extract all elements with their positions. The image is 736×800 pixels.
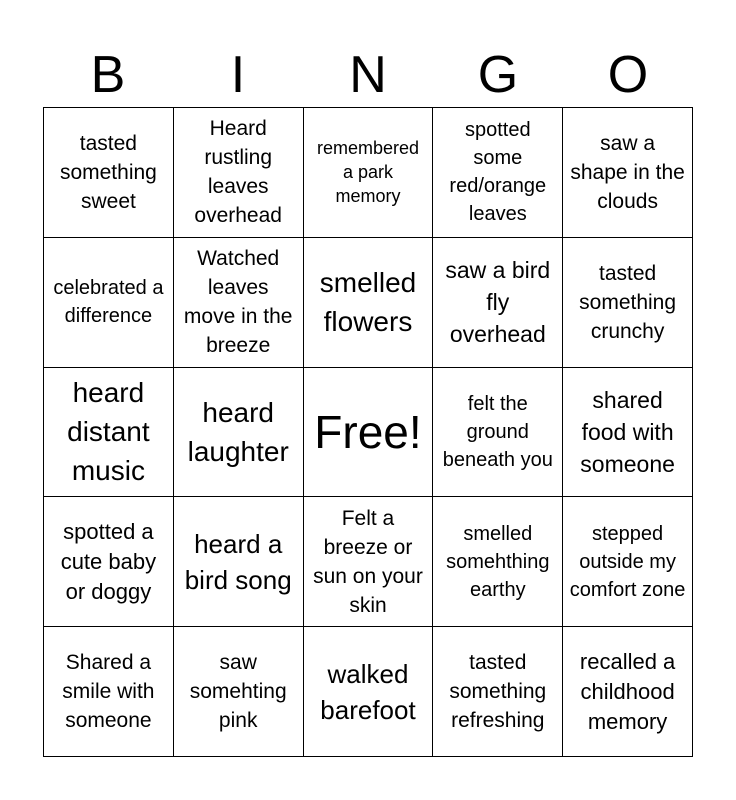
bingo-board xyxy=(43,107,693,757)
header-letter-o: O xyxy=(607,46,649,104)
cell-text: tasted something crunchy xyxy=(579,261,677,343)
header-letter-n: N xyxy=(349,46,387,104)
cell-text: smelled flowers xyxy=(319,267,417,338)
bingo-cell-r5-c1[interactable] xyxy=(44,627,174,757)
cell-text: walked barefoot xyxy=(320,658,416,725)
bingo-header xyxy=(43,44,693,106)
header-letter-b: B xyxy=(90,46,126,104)
bingo-cell-r4-c1[interactable] xyxy=(44,497,174,627)
cell-text: saw a bird fly overhead xyxy=(445,257,551,348)
bingo-cell-r5-c3[interactable] xyxy=(304,627,434,757)
cell-text: Shared a smile with someone xyxy=(62,651,155,733)
cell-text: felt the ground beneath you xyxy=(442,392,553,471)
bingo-cell-r2-c1[interactable] xyxy=(44,238,174,368)
bingo-cell-r5-c4[interactable] xyxy=(433,627,563,757)
bingo-cell-r1-c1[interactable] xyxy=(44,108,174,238)
cell-text: remembered a park memory xyxy=(316,138,420,207)
bingo-cell-r3-c1[interactable] xyxy=(44,368,174,498)
cell-text: stepped outside my comfort zone xyxy=(569,522,686,601)
cell-text: heard distant music xyxy=(67,377,150,487)
cell-text: saw somehting pink xyxy=(189,651,287,733)
cell-text: tasted something sweet xyxy=(59,131,157,213)
cell-text: heard laughter xyxy=(187,396,289,467)
cell-text: heard a bird song xyxy=(184,528,292,595)
bingo-cell-r3-c5[interactable] xyxy=(563,368,693,498)
cell-text: saw a shape in the clouds xyxy=(570,131,685,213)
cell-text: spotted a cute baby or doggy xyxy=(60,518,157,604)
bingo-cell-r4-c3[interactable] xyxy=(304,497,434,627)
cell-text: Felt a breeze or sun on your skin xyxy=(313,506,423,617)
bingo-cell-r3-c2[interactable] xyxy=(174,368,304,498)
cell-text: smelled somehthing earthy xyxy=(446,522,550,601)
bingo-cell-r4-c4[interactable] xyxy=(433,497,563,627)
cell-text: spotted some red/orange leaves xyxy=(449,119,547,226)
free-space-text: Free! xyxy=(314,405,422,458)
bingo-cell-r4-c2[interactable] xyxy=(174,497,304,627)
bingo-cell-r1-c3[interactable] xyxy=(304,108,434,238)
bingo-cell-r3-c4[interactable] xyxy=(433,368,563,498)
cell-text: tasted something refreshing xyxy=(449,651,547,733)
bingo-cell-free[interactable] xyxy=(304,368,434,498)
bingo-cell-r2-c5[interactable] xyxy=(563,238,693,368)
bingo-cell-r1-c5[interactable] xyxy=(563,108,693,238)
bingo-cell-r5-c5[interactable] xyxy=(563,627,693,757)
cell-text: Heard rustling leaves overhead xyxy=(194,117,282,228)
cell-text: recalled a childhood memory xyxy=(579,648,676,734)
bingo-cell-r2-c2[interactable] xyxy=(174,238,304,368)
header-letter-g: G xyxy=(477,46,519,104)
header-letter-i: I xyxy=(230,46,246,104)
cell-text: Watched leaves move in the breeze xyxy=(183,247,293,358)
bingo-cell-r5-c2[interactable] xyxy=(174,627,304,757)
bingo-cell-r2-c3[interactable] xyxy=(304,238,434,368)
bingo-cell-r1-c2[interactable] xyxy=(174,108,304,238)
cell-text: celebrated a difference xyxy=(53,277,164,328)
bingo-cell-r2-c4[interactable] xyxy=(433,238,563,368)
bingo-cell-r4-c5[interactable] xyxy=(563,497,693,627)
bingo-cell-r1-c4[interactable] xyxy=(433,108,563,238)
cell-text: shared food with someone xyxy=(580,386,675,477)
